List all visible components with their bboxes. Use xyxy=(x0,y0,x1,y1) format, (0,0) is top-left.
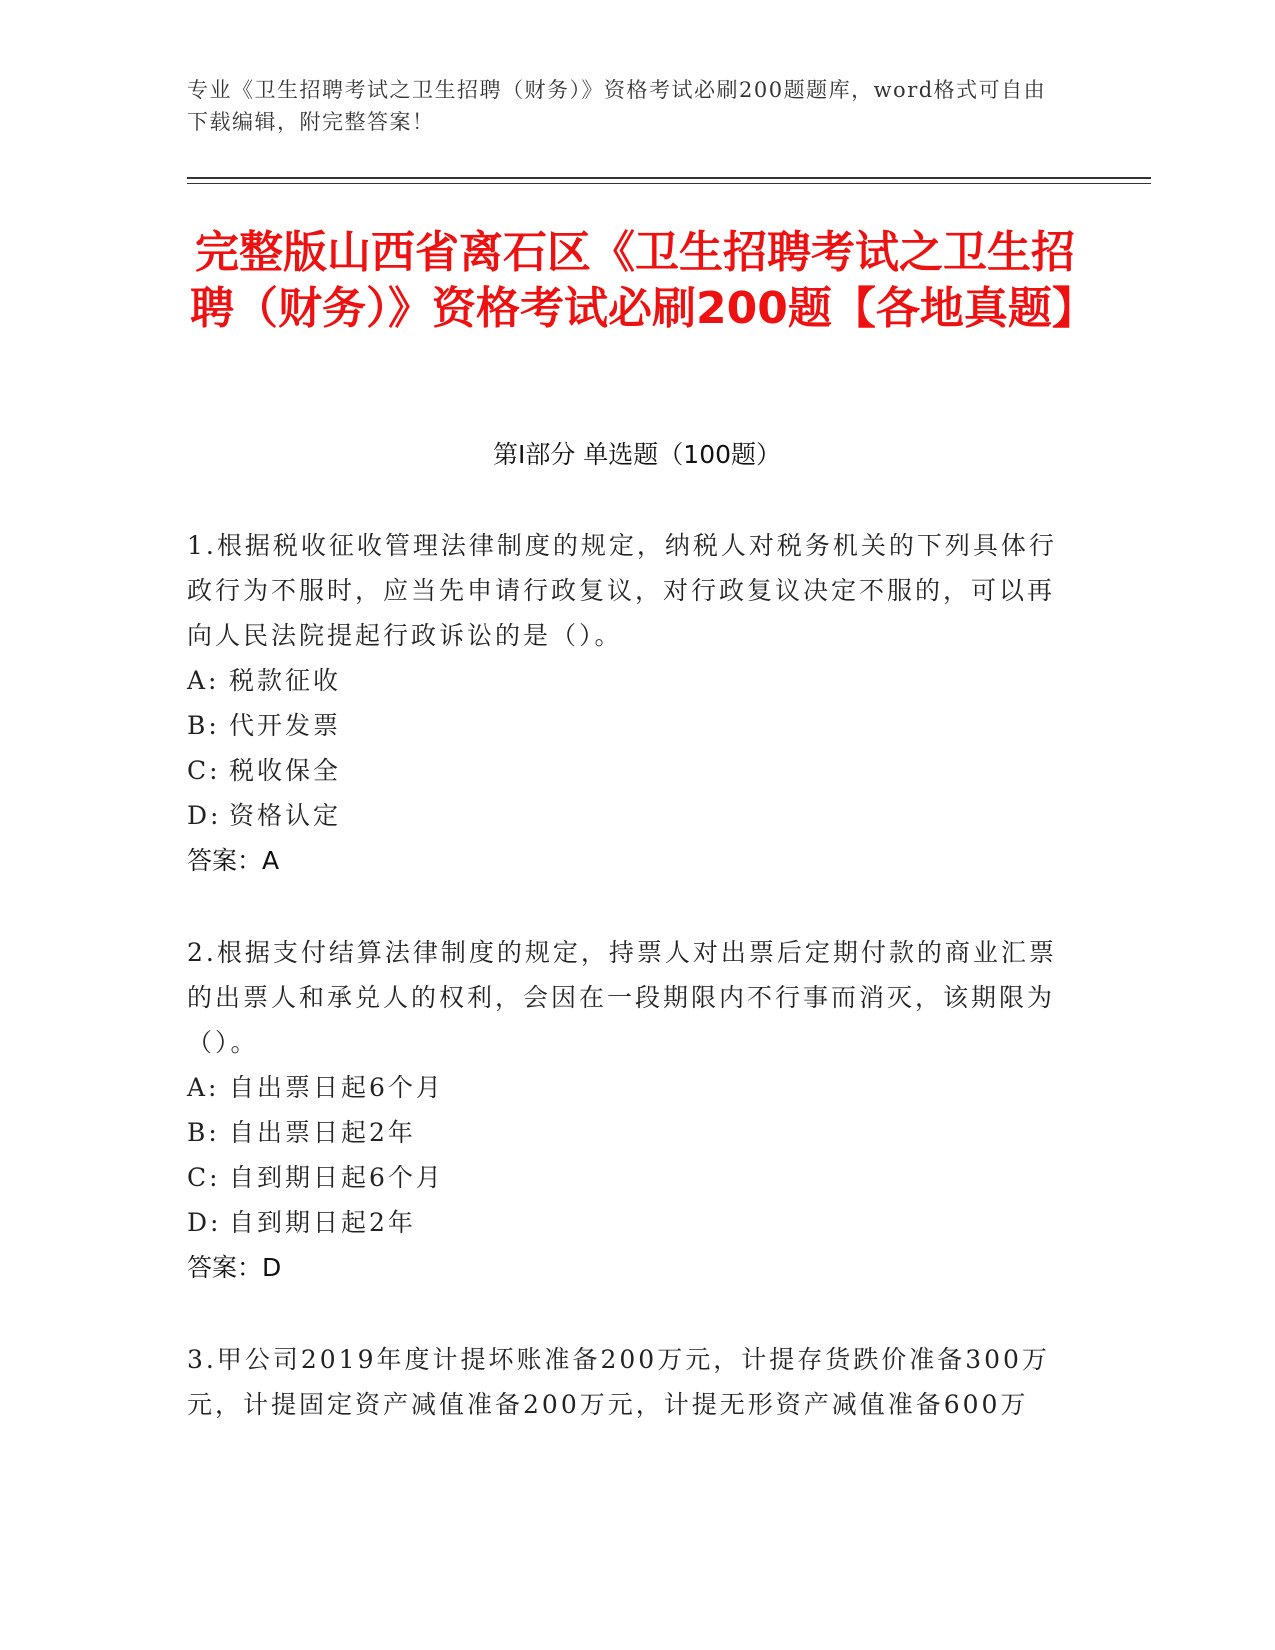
option-d xyxy=(187,793,1067,838)
option-letter: D: xyxy=(187,801,222,830)
answer: 答案：D xyxy=(187,1253,282,1282)
option-letter: B: xyxy=(187,711,220,740)
answer: 答案：A xyxy=(187,846,280,875)
option-a xyxy=(187,658,1067,703)
option-text: 自到期日起2年 xyxy=(229,1208,416,1237)
option-letter: D: xyxy=(187,1208,222,1237)
option-letter: B: xyxy=(187,1118,220,1147)
option-text: 自出票日起6个月 xyxy=(229,1073,444,1102)
option-c xyxy=(187,748,1067,793)
option-text: 税收保全 xyxy=(229,756,342,785)
option-text: 自到期日起6个月 xyxy=(229,1163,444,1192)
header-divider-thin xyxy=(187,183,1151,184)
option-text: 税款征收 xyxy=(229,666,342,695)
header-note: 专业《卫生招聘考试之卫生招聘（财务）》资格考试必刷200题题库，word格式可自由下载编辑，附完整答案！ xyxy=(187,78,1047,134)
option-c xyxy=(187,1155,1067,1200)
question-stem: 1.根据税收征收管理法律制度的规定，纳税人对税务机关的下列具体行政行为不服时，应当先申请行政复议，对行政复议决定不服的，可以再向人民法院提起行政诉讼的是（）。 xyxy=(187,531,1057,650)
option-a xyxy=(187,1065,1067,1110)
document-title: 完整版山西省离石区《卫生招聘考试之卫生招聘（财务）》资格考试必刷200题【各地真题】 xyxy=(190,227,1096,334)
question-1 xyxy=(187,523,1067,883)
option-letter: C: xyxy=(187,1163,221,1192)
option-b xyxy=(187,1110,1067,1155)
question-stem: 3.甲公司2019年度计提坏账准备200万元，计提存货跌价准备300万元，计提固定资产减值准备200万元，计提无形资产减值准备600万 xyxy=(187,1345,1050,1419)
option-text: 代开发票 xyxy=(229,711,342,740)
question-2 xyxy=(187,930,1067,1290)
option-b xyxy=(187,703,1067,748)
option-letter: A: xyxy=(187,1073,220,1102)
option-text: 自出票日起2年 xyxy=(229,1118,416,1147)
section-title: 第I部分 单选题（100题） xyxy=(492,440,782,469)
option-text: 资格认定 xyxy=(229,801,342,830)
question-stem: 2.根据支付结算法律制度的规定，持票人对出票后定期付款的商业汇票的出票人和承兑人的权利，会因在一段期限内不行事而消灭，该期限为（）。 xyxy=(187,938,1057,1057)
option-d xyxy=(187,1200,1067,1245)
option-letter: C: xyxy=(187,756,221,785)
option-letter: A: xyxy=(187,666,220,695)
header-divider-thick xyxy=(187,177,1151,179)
question-3 xyxy=(187,1337,1067,1427)
